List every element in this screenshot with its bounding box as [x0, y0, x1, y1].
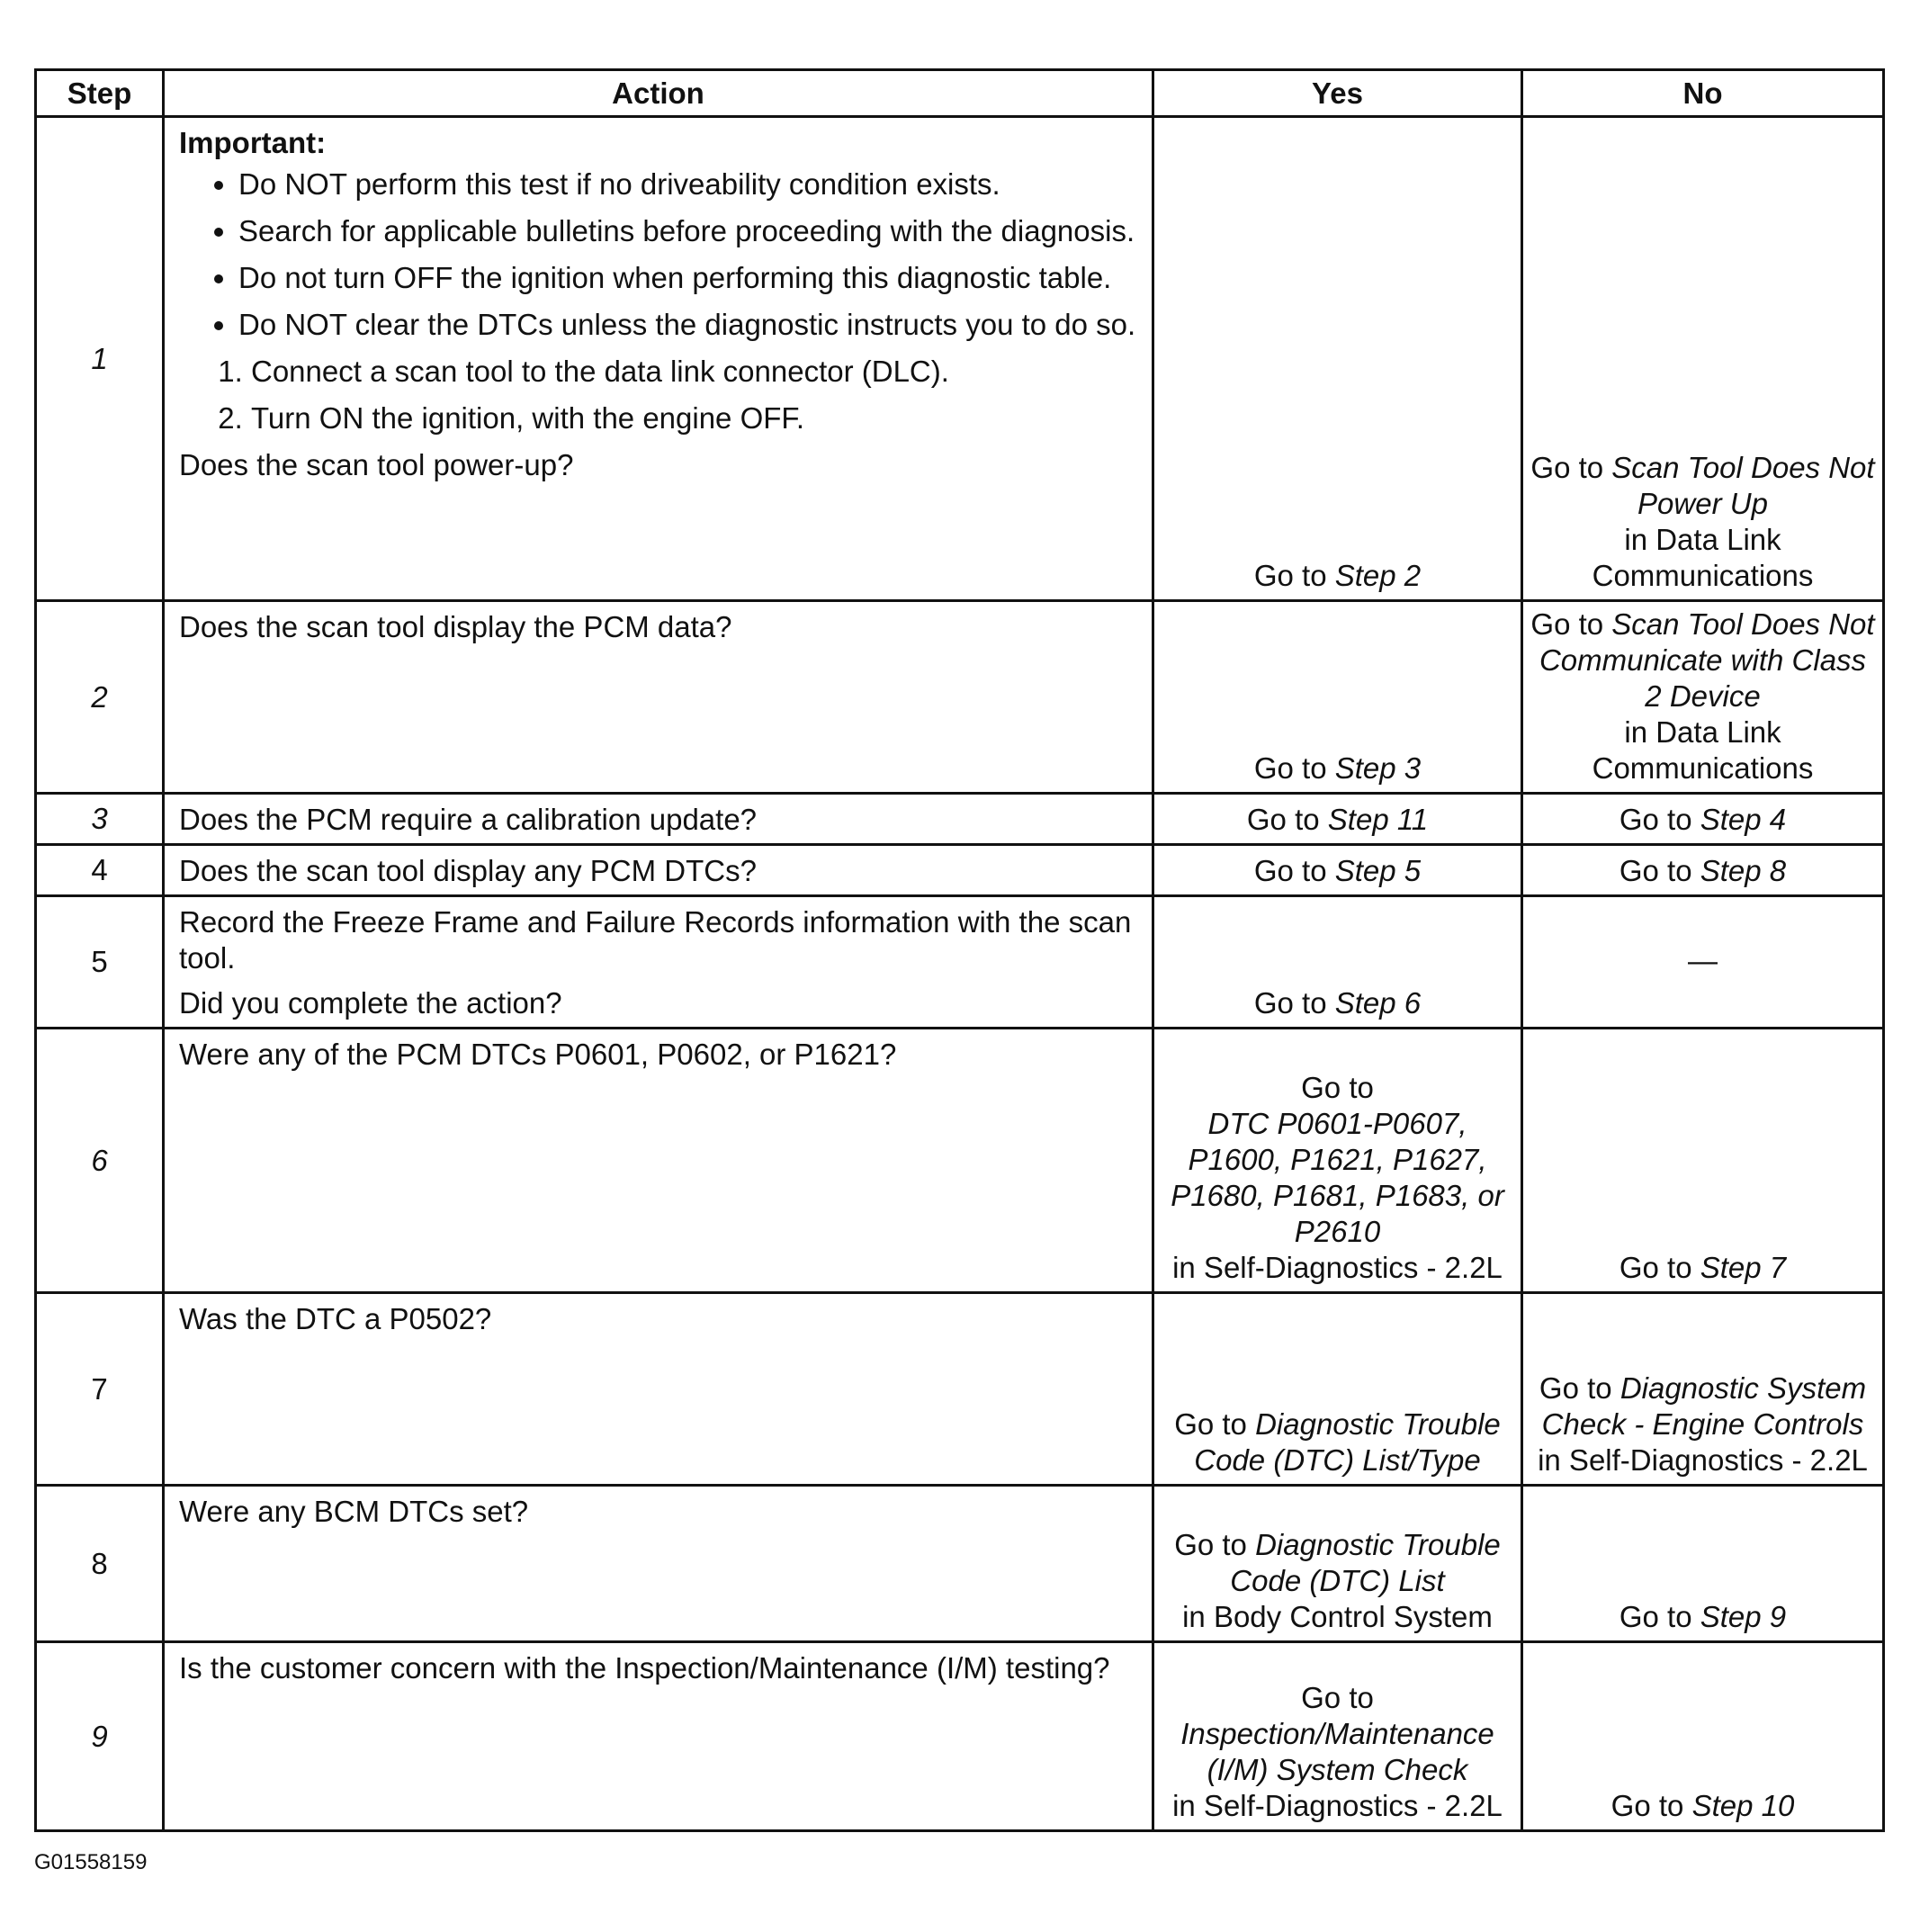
table-row-step-9: [36, 1642, 1884, 1831]
question-text: Does the scan tool power-up?: [179, 448, 574, 481]
procedure-link[interactable]: Diagnostic Trouble Code (DTC) List/Type: [1194, 1407, 1501, 1477]
go-to-text: Go to: [1619, 1600, 1700, 1633]
not-applicable-dash: —: [1688, 944, 1718, 977]
go-to-text: Go to: [1253, 559, 1335, 592]
step-number: 5: [36, 896, 164, 1029]
no-cell: [1522, 1029, 1884, 1293]
go-to-text: Go to: [1610, 1789, 1692, 1822]
location-text: in Body Control System: [1182, 1600, 1493, 1633]
question-text: Does the scan tool display the PCM data?: [179, 610, 732, 643]
step-link[interactable]: Step 3: [1334, 751, 1422, 785]
no-cell: [1522, 601, 1884, 794]
step-number: 8: [36, 1486, 164, 1642]
table-row-step-6: [36, 1029, 1884, 1293]
step-link[interactable]: Step 9: [1700, 1600, 1787, 1633]
question-text: Were any BCM DTCs set?: [179, 1495, 529, 1528]
go-to-text: Go to: [1174, 1528, 1256, 1561]
step-number: 2: [36, 601, 164, 794]
bullet-item: • Do NOT clear the DTCs unless the diagnostic instructs you to do so.: [238, 307, 1137, 343]
step-link[interactable]: Step 5: [1334, 854, 1422, 887]
yes-cell: [1153, 845, 1522, 896]
numbered-item: 2. Turn ON the ignition, with the engine OFF.: [251, 400, 1137, 436]
no-cell: [1522, 1486, 1884, 1642]
go-to-text: Go to: [1619, 803, 1700, 836]
yes-cell: [1153, 896, 1522, 1029]
question-text: Does the scan tool display any PCM DTCs?: [179, 854, 757, 887]
location-text: in Data Link Communications: [1592, 715, 1814, 785]
action-cell: [164, 794, 1153, 845]
no-cell: [1522, 117, 1884, 601]
step-number: 3: [36, 794, 164, 845]
action-cell: [164, 1486, 1153, 1642]
go-to-text: Go to: [1530, 451, 1612, 484]
action-cell: [164, 896, 1153, 1029]
location-text: in Self-Diagnostics - 2.2L: [1172, 1251, 1503, 1284]
procedure-link[interactable]: Diagnostic Trouble Code (DTC) List: [1230, 1528, 1501, 1597]
go-to-text: Go to: [1301, 1071, 1374, 1104]
bullet-list: [179, 166, 1137, 343]
action-cell: [164, 117, 1153, 601]
action-cell: [164, 845, 1153, 896]
yes-cell: [1153, 1029, 1522, 1293]
yes-cell: [1153, 117, 1522, 601]
instruction-text: Record the Freeze Frame and Failure Records information with the scan tool.: [179, 905, 1132, 975]
question-text: Is the customer concern with the Inspection/Maintenance (I/M) testing?: [179, 1651, 1110, 1685]
step-number: 9: [36, 1642, 164, 1831]
no-cell: [1522, 794, 1884, 845]
yes-cell: [1153, 1293, 1522, 1486]
procedure-link[interactable]: DTC P0601-P0607, P1600, P1621, P1627, P1680, P1681, P1683, or P2610: [1171, 1107, 1504, 1248]
step-link[interactable]: Step 11: [1327, 803, 1429, 836]
yes-cell: [1153, 601, 1522, 794]
no-cell: [1522, 896, 1884, 1029]
yes-cell: [1153, 1642, 1522, 1831]
question-text: Did you complete the action?: [179, 986, 562, 1020]
location-text: in Data Link Communications: [1592, 523, 1814, 592]
go-to-text: Go to: [1301, 1681, 1374, 1714]
table-row-step-4: [36, 845, 1884, 896]
action-cell: [164, 1642, 1153, 1831]
procedure-link[interactable]: Scan Tool Does Not Communicate with Class 2 Device: [1539, 607, 1875, 713]
step-link[interactable]: Step 6: [1334, 986, 1422, 1020]
diagnostic-table: [34, 68, 1885, 1832]
go-to-text: Go to: [1530, 607, 1612, 641]
bullet-item: • Do not turn OFF the ignition when performing this diagnostic table.: [238, 260, 1137, 296]
location-text: in Self-Diagnostics - 2.2L: [1172, 1789, 1503, 1822]
step-link[interactable]: Step 10: [1691, 1789, 1795, 1822]
no-cell: [1522, 1293, 1884, 1486]
table-row-step-1: [36, 117, 1884, 601]
step-link[interactable]: Step 8: [1700, 854, 1787, 887]
step-number: 4: [36, 845, 164, 896]
yes-cell: [1153, 794, 1522, 845]
action-cell: [164, 1029, 1153, 1293]
procedure-link[interactable]: Diagnostic System Check - Engine Controls: [1541, 1371, 1867, 1441]
procedure-link[interactable]: Scan Tool Does Not Power Up: [1611, 451, 1875, 520]
table-row-step-5: [36, 896, 1884, 1029]
table-row-step-8: [36, 1486, 1884, 1642]
go-to-text: Go to: [1539, 1371, 1620, 1405]
table-row-step-3: [36, 794, 1884, 845]
go-to-text: Go to: [1253, 751, 1335, 785]
header-yes: Yes: [1153, 70, 1522, 117]
procedure-link[interactable]: Inspection/Maintenance (I/M) System Check: [1180, 1717, 1494, 1786]
question-text: Was the DTC a P0502?: [179, 1302, 492, 1335]
header-step: Step: [36, 70, 164, 117]
go-to-text: Go to: [1619, 1251, 1700, 1284]
go-to-text: Go to: [1253, 986, 1335, 1020]
yes-cell: [1153, 1486, 1522, 1642]
table-row-step-2: [36, 601, 1884, 794]
step-number: 6: [36, 1029, 164, 1293]
header-row: [36, 70, 1884, 117]
important-label: Important:: [179, 126, 327, 159]
figure-id: G01558159: [34, 1850, 148, 1874]
bullet-item: • Search for applicable bulletins before proceeding with the diagnosis.: [238, 213, 1137, 249]
step-link[interactable]: Step 2: [1334, 559, 1422, 592]
numbered-list: [179, 354, 1137, 436]
bullet-item: • Do NOT perform this test if no driveability condition exists.: [238, 166, 1137, 202]
go-to-text: Go to: [1174, 1407, 1256, 1441]
no-cell: [1522, 1642, 1884, 1831]
step-number: 7: [36, 1293, 164, 1486]
table-row-step-7: [36, 1293, 1884, 1486]
numbered-item: 1. Connect a scan tool to the data link connector (DLC).: [251, 354, 1137, 390]
header-action: Action: [164, 70, 1153, 117]
header-no: No: [1522, 70, 1884, 117]
go-to-text: Go to: [1619, 854, 1700, 887]
step-link[interactable]: Step 4: [1700, 803, 1787, 836]
question-text: Does the PCM require a calibration update?: [179, 803, 758, 836]
location-text: in Self-Diagnostics - 2.2L: [1538, 1443, 1868, 1477]
go-to-text: Go to: [1246, 803, 1328, 836]
step-link[interactable]: Step 7: [1700, 1251, 1787, 1284]
go-to-text: Go to: [1253, 854, 1335, 887]
action-cell: [164, 601, 1153, 794]
step-number: 1: [36, 117, 164, 601]
action-cell: [164, 1293, 1153, 1486]
question-text: Were any of the PCM DTCs P0601, P0602, or P1621?: [179, 1038, 897, 1071]
no-cell: [1522, 845, 1884, 896]
